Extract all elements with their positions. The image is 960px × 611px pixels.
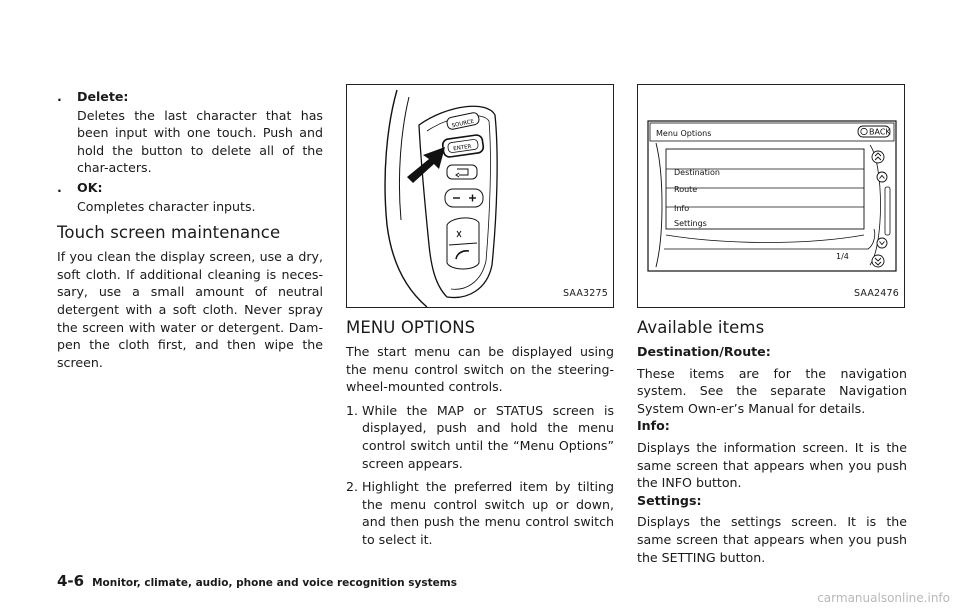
column-middle [346, 84, 614, 555]
text-settings: Displays the settings screen. It is the same screen that appears when you push the SETTING button. [637, 514, 907, 565]
column-right [637, 84, 907, 566]
bullet-text-delete: Deletes the last character that has been input with one touch. Push and hold the button to delete all of the char-acters. [77, 107, 323, 176]
item-settings [637, 492, 907, 566]
heading-menu-options: MENU OPTIONS [346, 318, 476, 337]
page-number: 4-6 [57, 572, 85, 590]
figure-menu-options-screen [637, 84, 905, 308]
heading-available-items: Available items [637, 318, 765, 337]
step-2 [346, 478, 614, 548]
paragraph-menu-options: The start menu can be displayed using the menu control switch on the steering-wheel-mounted controls. [346, 344, 614, 395]
bullet-ok [57, 179, 323, 215]
bullet-label-ok: OK: [77, 179, 103, 195]
text-destination-route: These items are for the navigation system. See the separate Navigation System Own-er’s Manual for details. [637, 365, 907, 416]
column-left [57, 88, 323, 371]
menu-item-settings: Settings [674, 219, 707, 228]
bullet-marker: . [57, 89, 62, 104]
step-number: 2. [346, 479, 359, 495]
step-number: 1. [346, 402, 359, 418]
chapter-title: Monitor, climate, audio, phone and voice recognition systems [92, 577, 457, 589]
bullet-label-delete: Delete: [77, 89, 129, 104]
text-info: Displays the information screen. It is the same screen that appears when you push the INFO button. [637, 439, 907, 491]
bullet-delete [57, 88, 323, 177]
menu-options-screen-illustration [638, 85, 905, 308]
menu-item-route: Route [674, 185, 698, 194]
scrollbar-track [885, 187, 890, 235]
step-text: Highlight the preferred item by tilting the menu control switch up or down, and then push the menu control switch to select it. [362, 479, 614, 547]
figure-steering-switch [346, 84, 614, 308]
figure-code: SAA3275 [562, 288, 608, 300]
back-button-illustration [447, 165, 477, 179]
voice-phone-buttons-illustration [447, 218, 479, 269]
heading-touch-screen-maintenance: Touch screen maintenance [57, 223, 281, 243]
paragraph-maintenance: If you clean the display screen, use a dry, soft cloth. If additional cleaning is neces-sary, use a small amount of neutral detergent with a soft cloth. Never spray the screen with water or detergent. Dam-pen the cloth first, and then wipe the screen. [57, 249, 323, 370]
screen-back-button [858, 126, 891, 137]
steps-list [346, 402, 614, 549]
page-indicator: 1/4 [836, 252, 849, 261]
step-1 [346, 402, 614, 472]
scroll-up-icon [872, 151, 884, 163]
screen-title: Menu Options [656, 129, 712, 138]
item-destination-route [637, 343, 907, 417]
figure-code: SAA2476 [853, 288, 899, 300]
menu-item-destination: Destination [674, 168, 720, 177]
watermark: carmanualsonline.info [817, 591, 950, 605]
scroll-down-icon [872, 255, 884, 267]
bullet-marker: . [57, 179, 62, 195]
step-text: While the MAP or STATUS screen is displayed, push and hold the menu control switch until the “Menu Options” screen appears. [362, 402, 614, 471]
source-label: SOURCE [451, 118, 475, 130]
volume-buttons-illustration [445, 189, 483, 207]
label-settings: Settings: [637, 492, 702, 508]
scroll-down-small-icon [877, 238, 887, 248]
enter-label: ENTER [452, 143, 472, 153]
item-info [637, 417, 907, 491]
label-destination-route: Destination/Route: [637, 344, 771, 359]
steering-switch-illustration [347, 85, 614, 308]
page-footer [57, 572, 457, 590]
screen-back-label: BACK [869, 127, 891, 137]
scroll-up-small-icon [877, 172, 887, 182]
label-info: Info: [637, 418, 670, 434]
bullet-text-ok: Completes character inputs. [77, 198, 256, 214]
menu-item-info: Info [674, 204, 690, 213]
